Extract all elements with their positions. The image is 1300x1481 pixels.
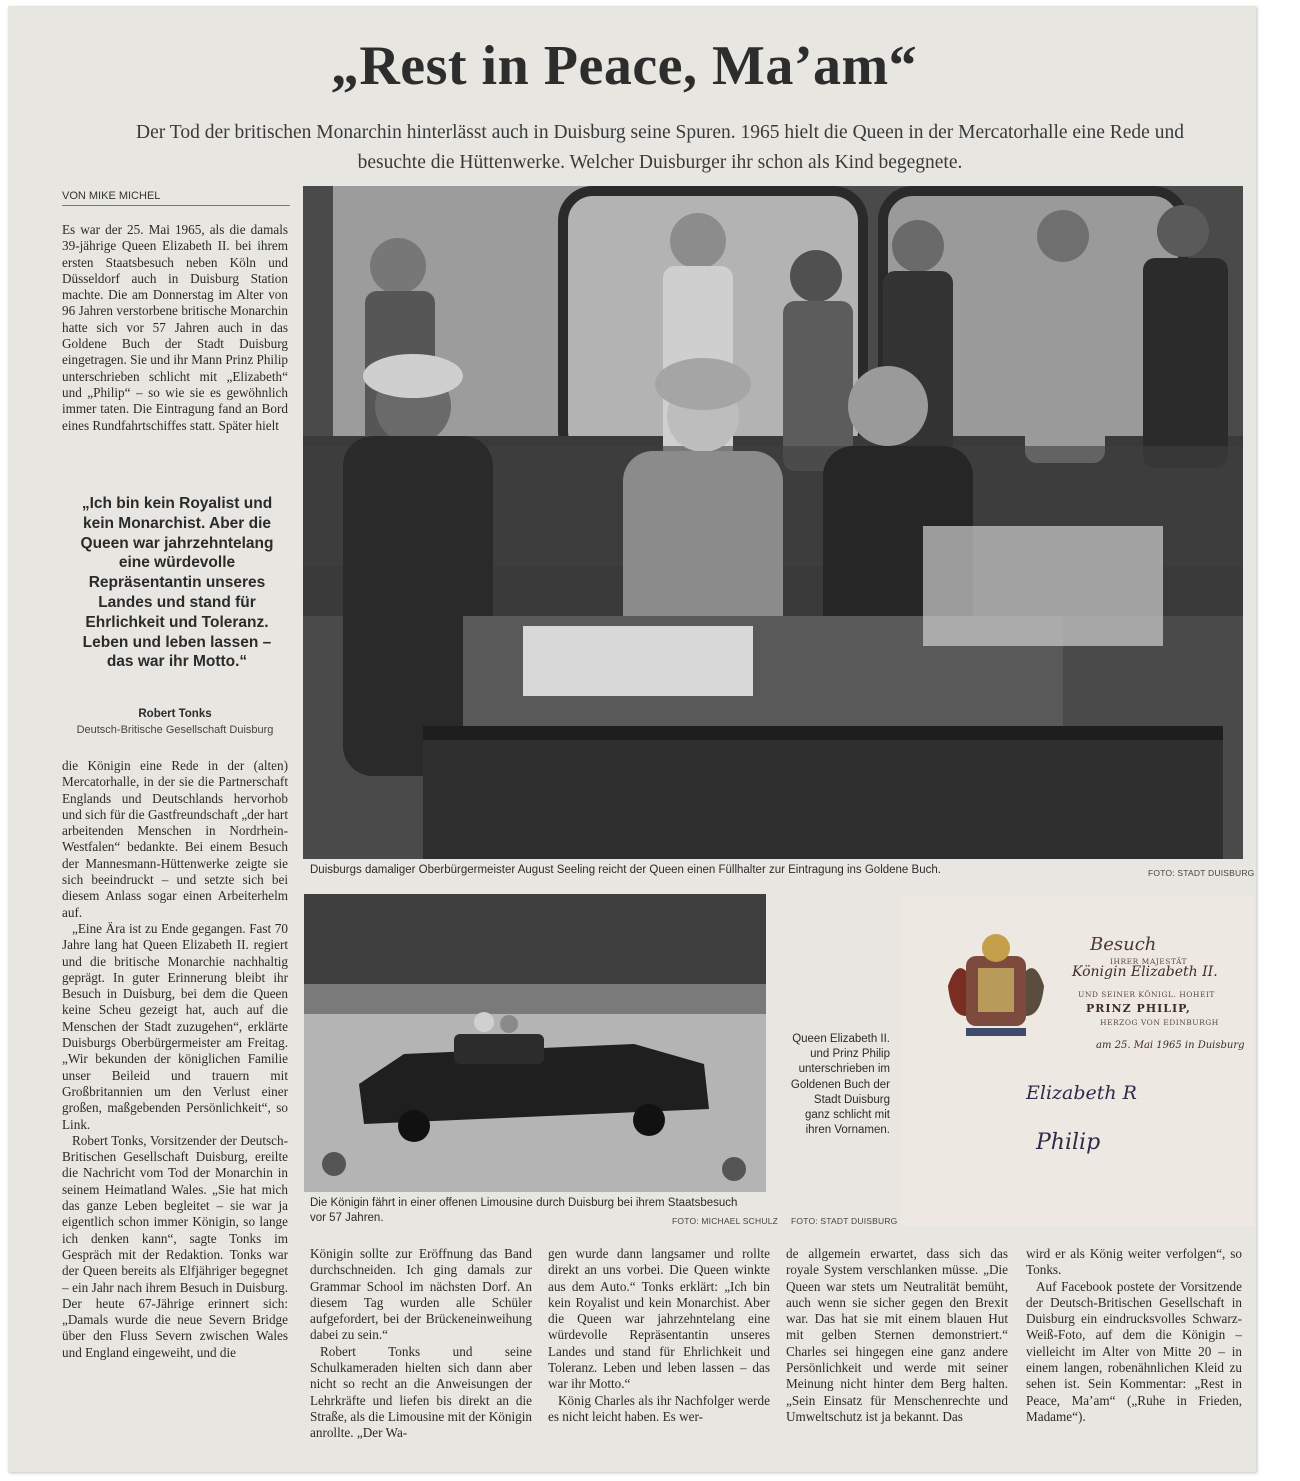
car-photo-caption: Die Königin fährt in einer offenen Limousine durch Duisburg bei ihrem Staatsbesuch vor 57 Jahren. (310, 1197, 738, 1224)
coat-of-arms-icon (936, 926, 1056, 1046)
guestbook-title: Besuch (1090, 934, 1157, 955)
article-paragraph: Robert Tonks, Vorsitzender der Deutsch-Britischen Gesellschaft Duisburg, ereilte die Nachricht vom Tod der Monarchin in seinem Heimatland Wales. „Sie hat mich das ganze Leben begleitet – sie war ja eigentlich schon immer Königin, so lange ich denken kann“, sagte Tonks im Gespräch mit der Redaktion. Tonks war der Queen bereits als Elfjähriger begegnet – ein Jahr nach ihrem Besuch in Duisburg. Der heute 67-Jährige erinnert sich: „Damals wurde die neue Severn Bridge über den Fluss Severn zwischen Wales und England eingeweiht, und die (62, 1132, 288, 1360)
pull-quote-author: Robert Tonks (138, 708, 212, 720)
photo-golden-book (900, 896, 1255, 1226)
guestbook-prince: PRINZ PHILIP, (1086, 1002, 1191, 1015)
article-col1-bottom (62, 758, 288, 1361)
article-paragraph: Königin sollte zur Eröffnung das Band durchschneiden. Ich ging damals zur Grammar School im nächsten Dorf. An diesem Tag wurden alle Schüler aufgefordert, bei der Brückeneinweihung dabei zu sein.“ (310, 1246, 532, 1343)
article-paragraph: gen wurde dann langsamer und rollte direkt an uns vorbei. Die Queen winkte aus dem Auto.“ Tonks erklärt: „Ich bin kein Royalist und kein Monarchist. Aber die Queen war jahrzehntelang eine würdevolle Repräsentantin unseres Landes und stand für Ehrlichkeit und Toleranz. Leben und leben lassen – das war ihr Motto.“ (548, 1246, 770, 1392)
pull-quote: „Ich bin kein Royalist und kein Monarchist. Aber die Queen war jahrzehntelang eine würdevolle Repräsentantin unseres Landes und stand für Ehrlichkeit und Toleranz. Leben und leben lassen – das war ihr Motto.“ (80, 495, 274, 671)
article-paragraph: de allgemein erwartet, dass sich das royale System verschlanken müsse. „Die Queen war stets um Neutralität bemüht, auch wenn sie sicher gegen den Brexit war. Das hat sie mit einem blauen Hut mit gelben Sternen demonstriert.“ Charles sei hingegen eine ganz andere Persönlichkeit und werde mit seiner Meinung nicht hinter dem Berg halten. „Sein Einsatz für Menschenrechte und Umweltschutz ist ja bekannt. Das (786, 1246, 1008, 1424)
photo-queen-signing (303, 186, 1243, 859)
article-col3 (548, 1246, 770, 1425)
guestbook-date: am 25. Mai 1965 in Duisburg (1096, 1040, 1245, 1051)
article-col1-top: Es war der 25. Mai 1965, als die damals 39-jährige Queen Elizabeth II. bei ihrem ersten Staatsbesuch neben Köln und Düsseldorf auch in Duisburg Station machte. Die am Donnerstag im Alter von 96 Jahren verstorbene britische Monarchin hatte sich vor 57 Jahren auch in das Goldene Buch der Stadt Duisburg eingetragen. Sie und ihr Mann Prinz Philip unterschrieben schlicht mit „Elizabeth“ und „Philip“ – so wie sie es gewöhnlich immer taten. Die Eintragung fand an Bord eines Rundfahrtschiffes statt. Später hielt (62, 222, 288, 433)
byline: VON MIKE MICHEL (62, 190, 161, 202)
signature-elizabeth: Elizabeth R (1026, 1082, 1137, 1104)
signature-philip: Philip (1036, 1130, 1101, 1155)
book-photo-caption: Queen Elizabeth II. und Prinz Philip unterschrieben im Goldenen Buch der Stadt Duisburg ganz schlicht mit ihren Vornamen. (790, 1033, 890, 1137)
main-photo-credit: FOTO: STADT DUISBURG (1148, 868, 1255, 878)
guestbook-queen: Königin Elizabeth II. (1072, 964, 1218, 980)
teaser: Der Tod der britischen Monarchin hinterlässt auch in Duisburg seine Spuren. 1965 hielt die Queen in der Mercatorhalle eine Rede und besuchte die Hüttenwerke. Welcher Duisburger ihr schon als Kind begegnete. (136, 122, 1184, 173)
article-col4 (786, 1246, 1008, 1425)
guestbook-duke-line: HERZOG VON EDINBURGH (1100, 1018, 1219, 1027)
article-col5 (1026, 1246, 1242, 1425)
article-col2 (310, 1246, 532, 1442)
guestbook-highness-line: UND SEINER KÖNIGL. HOHEIT (1078, 990, 1215, 999)
pull-quote-organization: Deutsch-Britische Gesellschaft Duisburg (76, 724, 274, 736)
book-photo-credit: FOTO: STADT DUISBURG (791, 1216, 898, 1226)
article-paragraph: wird er als König weiter verfolgen“, so Tonks. (1026, 1246, 1242, 1278)
photo-queen-signing-illustration (303, 186, 1243, 859)
photo-limousine (304, 894, 766, 1192)
headline: „Rest in Peace, Ma’am“ (330, 35, 918, 97)
car-photo-credit: FOTO: MICHAEL SCHULZ (672, 1216, 779, 1226)
article-paragraph: König Charles als ihr Nachfolger werde es nicht leicht haben. Es wer- (548, 1392, 770, 1424)
article-paragraph: „Eine Ära ist zu Ende gegangen. Fast 70 Jahre lang hat Queen Elizabeth II. regiert und die britische Monarchie nachhaltig geprägt. In guter Erinnerung bleibt ihr Besuch in Duisburg, bei dem die Queen keine Scheu gezeigt hat, auch auf die Menschen der Stadt zuzugehen“, erklärte Duisburgs Oberbürgermeister am Freitag. „Wir bekunden der königlichen Familie unser Beileid und trauern mit Großbritannien um den Verlust einer großen, maßgebenden Persönlichkeit“, so Link. (62, 920, 288, 1132)
article-paragraph: Robert Tonks und seine Schulkameraden hielten sich dann aber nicht so recht an die Anweisungen der Lehrkräfte und liefen bis direkt an die Straße, als die Limousine mit der Königin anrollte. „Der Wa- (310, 1343, 532, 1441)
photo-limousine-illustration (304, 894, 766, 1192)
byline-rule (62, 205, 290, 206)
guestbook-majesty-line: IHRER MAJESTÄT (1110, 957, 1187, 966)
main-photo-caption: Duisburgs damaliger Oberbürgermeister August Seeling reicht der Queen einen Füllhalter zur Eintragung ins Goldene Buch. (310, 864, 941, 876)
article-paragraph: Auf Facebook postete der Vorsitzende der Deutsch-Britischen Gesellschaft in Duisburg ein eindrucksvolles Schwarz-Weiß-Foto, auf dem die Königin – vielleicht im Alter von Mitte 20 – in einem langen, robenähnlichen Kleid zu sehen ist. Sein Kommentar: „Rest in Peace, Ma’am“ („Ruhe in Frieden, Madame“). (1026, 1278, 1242, 1424)
article-paragraph: die Königin eine Rede in der (alten) Mercatorhalle, in der sie die Partnerschaft Englands und Deutschlands hervorhob und sich für die Gastfreundschaft „der hart arbeitenden Menschen in Nordrhein-Westfalen“ bedankte. Bei einem Besuch der Mannesmann-Hüttenwerke zeigte sie sich beeindruckt – und setzte sich bei diesem Anlass sogar einen Arbeiterhelm auf. (62, 758, 288, 920)
